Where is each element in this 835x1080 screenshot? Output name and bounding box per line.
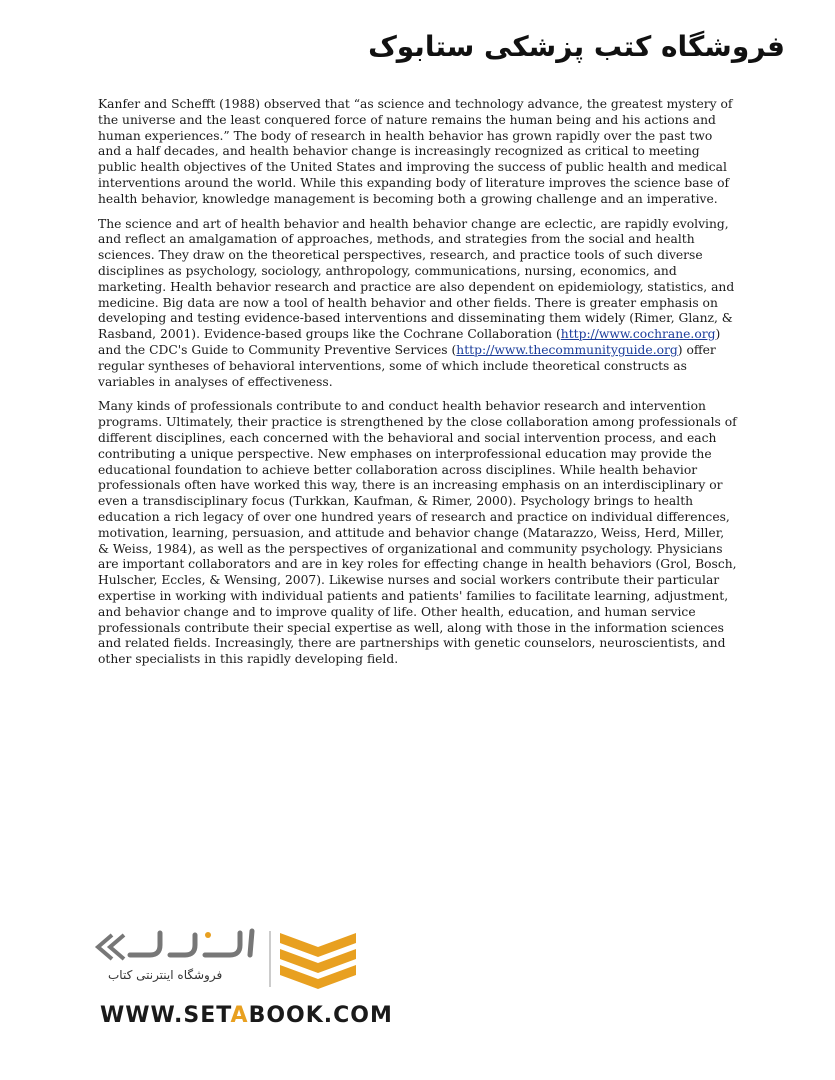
document-body [98, 97, 738, 677]
wordmark-icon [130, 931, 252, 955]
book-chevron-icon [280, 933, 356, 989]
chevron-left-icon [98, 935, 124, 959]
store-title: فروشگاه کتب پزشکی ستابوک [368, 30, 785, 63]
paragraph-1: Kanfer and Schefft (1988) observed that “as science and technology advance, the greatest mystery of the universe and the least conquered force of nature remains the human being and his actions and human experiences.” The body of research in health behavior has grown rapidly over the past two and a half decades, and health behavior change is increasingly recognized as critical to meeting public health objectives of the United States and improving the success of public health and medical interventions around the world. While this expanding body of literature improves the science base of health behavior, knowledge management is becoming both a growing challenge and an imperative. [98, 97, 733, 206]
paragraph-2-text-c: ) offer regular syntheses of behavioral interventions, some of which include theoretical constructs as variables in analyses of effectiveness. [98, 342, 716, 389]
paragraph-2-text-b: ) and the CDC's Guide to Community Preventive Services ( [98, 327, 721, 357]
cochrane-link[interactable]: http://www.cochrane.org [560, 327, 716, 342]
logo-web-suffix: BOOK.COM [248, 1003, 393, 1028]
logo-website [100, 1003, 393, 1028]
logo-web-accent: A [230, 1003, 249, 1028]
paragraph-2-text-a: The science and art of health behavior and health behavior change are eclectic, are rapidly evolving, and reflect an amalgamation of approaches, methods, and strategies from the social and health sciences. They draw on the theoretical perspectives, research, and practice tools of such diverse disciplines as psychology, sociology, anthropology, communications, nursing, economics, and marketing. Health behavior research and practice are also dependent on epidemiology, statistics, and medicine. Big data are now a tool of health behavior and other fields. There is greater emphasis on developing and testing evidence-based interventions and disseminating them widely (Rimer, Glanz, & Rasband, 2001). Evidence-based groups like the Cochrane Collaboration ( [98, 216, 735, 342]
paragraph-2 [98, 217, 738, 391]
paragraph-3: Many kinds of professionals contribute to and conduct health behavior research and intervention programs. Ultimately, their practice is strengthened by the close collaboration among professionals of different disciplines, each concerned with the behavioral and social intervention process, and each contributing a unique perspective. New emphases on interprofessional education may provide the educational foundation to achieve better collaboration across disciplines. While health behavior professionals often have worked this way, there is an increasing emphasis on an interdisciplinary or even a transdisciplinary focus (Turkkan, Kaufman, & Rimer, 2000). Psychology brings to health education a rich legacy of over one hundred years of research and practice on individual differences, motivation, learning, persuasion, and attitude and behavior change (Matarazzo, Weiss, Herd, Miller, & Weiss, 1984), as well as the perspectives of organizational and community psychology. Physicians are important collaborators and are in key roles for effecting change in health behaviors (Grol, Bosch, Hulscher, Eccles, & Wensing, 2007). Likewise nurses and social workers contribute their particular expertise in working with individual patients and patients' families to facilitate learning, adjustment, and behavior change and to improve quality of life. Other health, education, and human service professionals contribute their special expertise as well, along with those in the information sciences and related fields. Increasingly, there are partnerships with genetic counselors, neuroscientists, and other specialists in this rapidly developing field. [98, 399, 737, 667]
logo-web-prefix: WWW.SET [100, 1003, 231, 1028]
logo-tagline: فروشگاه اینترنتی کتاب [108, 968, 223, 982]
community-guide-link[interactable]: http://www.thecommunityguide.org [456, 342, 678, 357]
